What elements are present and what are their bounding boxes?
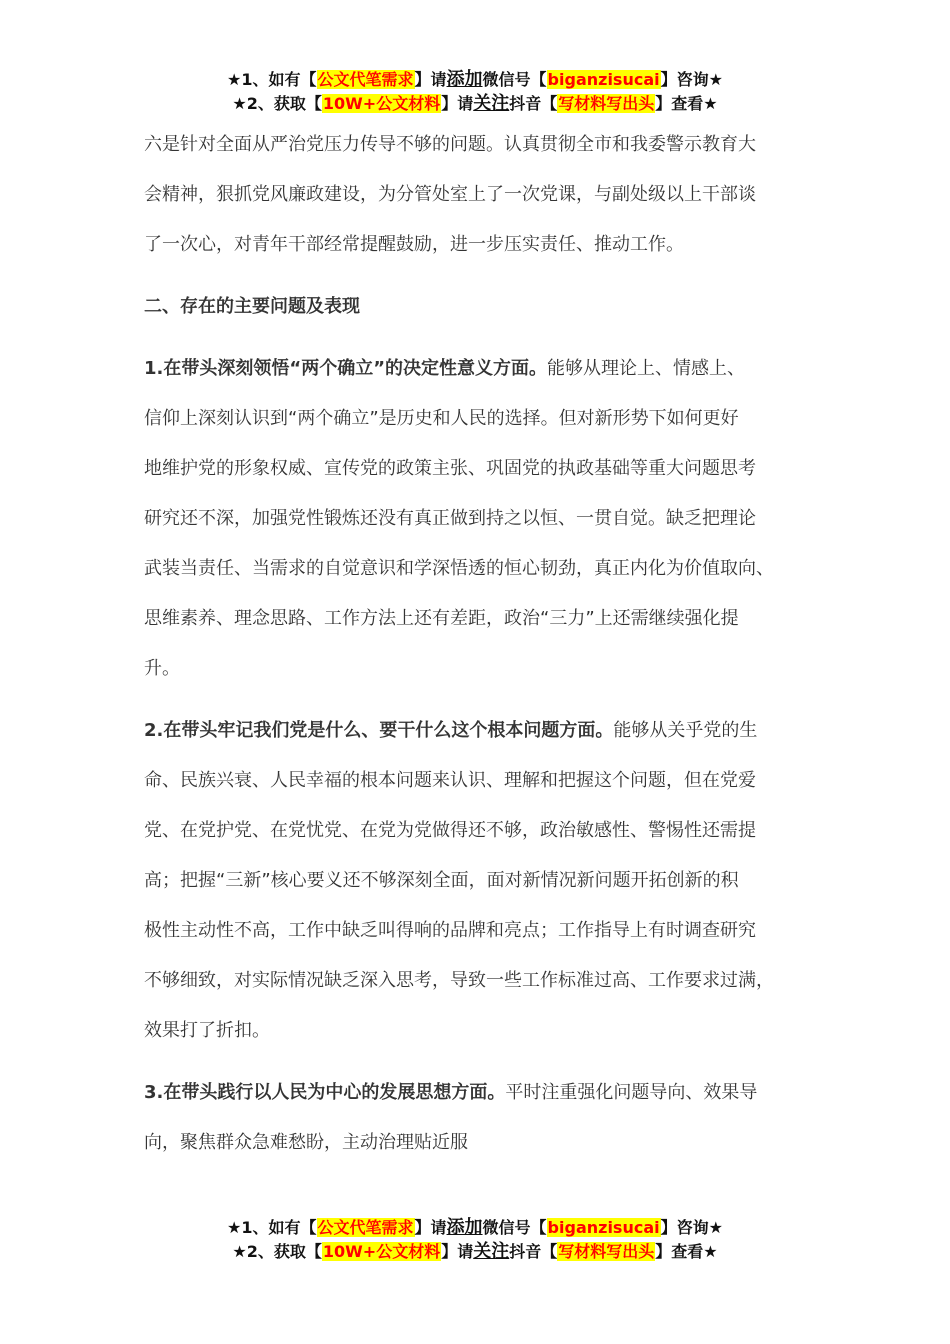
item-3-first-line (144, 1068, 812, 1118)
body-line: 极性主动性不高，工作中缺乏叫得响的品牌和亮点；工作指导上有时调查研究 (144, 920, 756, 941)
promo-text: ★2、获取【 (232, 1242, 322, 1261)
promo-text: 】请 (441, 1242, 474, 1261)
item-1-first-line (144, 344, 812, 394)
promo-highlight: 10W+公文材料 (322, 94, 441, 113)
promo-text: 】请 (414, 1218, 447, 1237)
promo-text: 抖音【 (509, 94, 558, 113)
body-text: 能够从理论上、情感上、 (547, 358, 746, 379)
promo-banner-bottom (0, 1216, 950, 1264)
promo-highlight: 公文代笔需求 (317, 70, 414, 89)
item-2-title: 2.在带头牢记我们党是什么、要干什么这个根本问题方面。 (144, 720, 614, 741)
body-line: 向，聚焦群众急难愁盼，主动治理贴近服 (144, 1132, 468, 1153)
promo-emphasis: 添加 (446, 69, 483, 90)
promo-emphasis: 添加 (446, 1217, 483, 1238)
body-line: 研究还不深，加强党性锻炼还没有真正做到持之以恒、一贯自觉。缺乏把理论 (144, 508, 756, 529)
promo-text: ★2、获取【 (232, 94, 322, 113)
body-line: 效果打了折扣。 (144, 1020, 270, 1041)
promo-highlight: 10W+公文材料 (322, 1242, 441, 1261)
promo-text: 】查看★ (655, 1242, 718, 1261)
body-line: 武装当责任、当需求的自觉意识和学深悟透的恒心韧劲，真正内化为价值取向、 (144, 558, 774, 579)
body-line: 思维素养、理念思路、工作方法上还有差距，政治“三力”上还需继续强化提 (144, 608, 739, 629)
promo-text: ★1、如有【 (227, 70, 317, 89)
body-line: 信仰上深刻认识到“两个确立”是历史和人民的选择。但对新形势下如何更好 (144, 408, 739, 429)
promo-line-1 (0, 1216, 950, 1240)
promo-line-2 (0, 92, 950, 116)
item-1-title: 1.在带头深刻领悟“两个确立”的决定性意义方面。 (144, 358, 548, 379)
promo-douyin-id: 写材料写出头 (558, 1242, 655, 1261)
promo-highlight: 公文代笔需求 (317, 1218, 414, 1237)
promo-text: 抖音【 (509, 1242, 558, 1261)
body-text: 平时注重强化问题导向、效果导 (505, 1082, 758, 1103)
promo-emphasis: 关注 (473, 1241, 510, 1262)
section-heading: 二、存在的主要问题及表现 (144, 296, 360, 317)
promo-wechat-id: biganzisucai (547, 70, 660, 89)
promo-text: 】请 (441, 94, 474, 113)
promo-text: 】查看★ (655, 94, 718, 113)
item-2-first-line (144, 706, 812, 756)
promo-text: ★1、如有【 (227, 1218, 317, 1237)
body-line: 会精神，狠抓党风廉政建设，为分管处室上了一次党课，与副处级以上干部谈 (144, 184, 756, 205)
promo-text: 微信号【 (482, 70, 547, 89)
promo-wechat-id: biganzisucai (547, 1218, 660, 1237)
item-3-title: 3.在带头践行以人民为中心的发展思想方面。 (144, 1082, 506, 1103)
body-line: 升。 (144, 658, 180, 679)
body-line: 命、民族兴衰、人民幸福的根本问题来认识、理解和把握这个问题，但在党爱 (144, 770, 756, 791)
body-line: 高；把握“三新”核心要义还不够深刻全面，面对新情况新问题开拓创新的积 (144, 870, 739, 891)
promo-douyin-id: 写材料写出头 (558, 94, 655, 113)
promo-emphasis: 关注 (473, 93, 510, 114)
body-line: 地维护党的形象权威、宣传党的政策主张、巩固党的执政基础等重大问题思考 (144, 458, 756, 479)
body-line: 党、在党护党、在党忧党、在党为党做得还不够，政治敏感性、警惕性还需提 (144, 820, 756, 841)
body-line: 不够细致，对实际情况缺乏深入思考，导致一些工作标准过高、工作要求过满， (144, 970, 774, 991)
body-text: 能够从关乎党的生 (613, 720, 758, 741)
body-line: 了一次心，对青年干部经常提醒鼓励，进一步压实责任、推动工作。 (144, 234, 684, 255)
promo-text: 】请 (414, 70, 447, 89)
promo-line-1 (0, 68, 950, 92)
promo-text: 微信号【 (482, 1218, 547, 1237)
promo-banner-top (0, 68, 950, 116)
body-line: 六是针对全面从严治党压力传导不够的问题。认真贯彻全市和我委警示教育大 (144, 134, 756, 155)
promo-line-2 (0, 1240, 950, 1264)
promo-text: 】咨询★ (660, 1218, 723, 1237)
document-body (144, 120, 812, 1168)
promo-text: 】咨询★ (660, 70, 723, 89)
